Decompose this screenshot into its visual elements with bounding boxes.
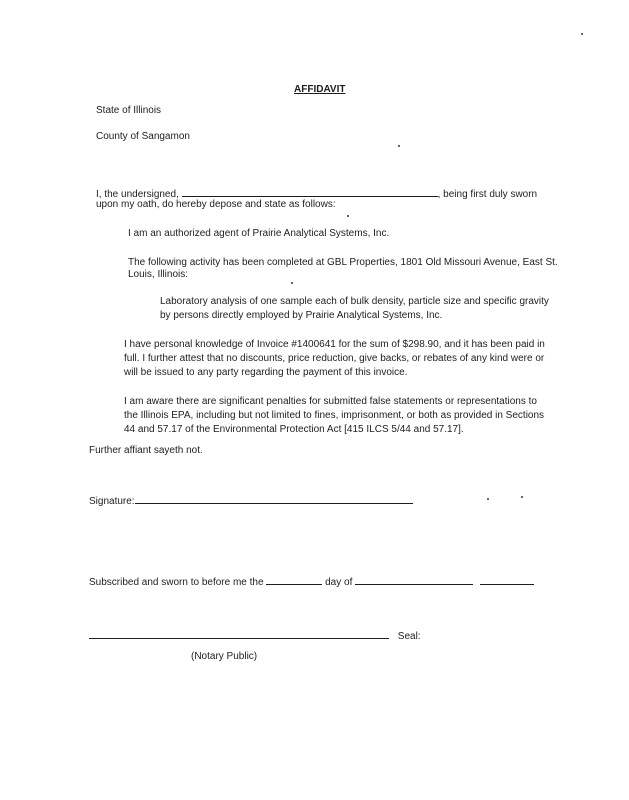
notary-public-label: (Notary Public) <box>191 651 258 662</box>
document-title: AFFIDAVIT <box>294 84 346 95</box>
analysis-line-2: by persons directly employed by Prairie Analytical Systems, Inc. <box>160 310 443 321</box>
penalty-line-3: 44 and 57.17 of the Environmental Protection Act [415 ILCS 5/44 and 57.17]. <box>124 424 464 435</box>
subscribed-row <box>89 575 534 589</box>
invoice-line-2: full. I further attest that no discounts, price reduction, give backs, or rebates of any kind were or <box>124 353 545 364</box>
scan-speck <box>487 498 489 500</box>
seal-label: Seal: <box>397 631 421 642</box>
day-field[interactable] <box>266 575 322 585</box>
activity-line-2: Louis, Illinois: <box>128 269 189 280</box>
notary-signature-field[interactable] <box>89 629 389 639</box>
signature-label: Signature: <box>89 496 135 507</box>
scan-speck <box>581 33 583 35</box>
penalty-line-2: the Illinois EPA, including but not limited to fines, imprisonment, or both as provided in Sections <box>124 410 545 421</box>
scan-speck <box>291 282 293 284</box>
scan-speck <box>398 145 400 147</box>
day-of-label: day of <box>325 577 353 588</box>
penalty-line-1: I am aware there are significant penalties for submitted false statements or representations to <box>124 396 537 407</box>
intro-prefix: I, the undersigned, <box>96 189 179 200</box>
month-field[interactable] <box>355 575 473 585</box>
activity-line-1: The following activity has been completed at GBL Properties, 1801 Old Missouri Avenue, East St. <box>128 257 558 268</box>
signature-row <box>89 494 413 508</box>
intro-suffix: , being first duly sworn <box>437 189 538 200</box>
county-line: County of Sangamon <box>96 131 190 142</box>
scan-speck <box>347 215 349 217</box>
agent-statement: I am an authorized agent of Prairie Analytical Systems, Inc. <box>128 228 390 239</box>
invoice-line-1: I have personal knowledge of Invoice #1400641 for the sum of $298.90, and it has been paid in <box>124 339 545 350</box>
signature-field[interactable] <box>135 494 413 504</box>
seal-row <box>89 629 421 643</box>
invoice-line-3: will be issued to any party regarding the payment of this invoice. <box>124 367 408 378</box>
year-field[interactable] <box>480 575 534 585</box>
subscribed-prefix: Subscribed and sworn to before me the <box>89 577 264 588</box>
analysis-line-1: Laboratory analysis of one sample each of bulk density, particle size and specific gravity <box>160 296 549 307</box>
further-affiant-line: Further affiant sayeth not. <box>89 445 203 456</box>
scan-speck <box>521 496 523 498</box>
intro-line-2: upon my oath, do hereby depose and state as follows: <box>96 199 336 210</box>
name-blank-field[interactable] <box>182 187 438 197</box>
state-line: State of Illinois <box>96 105 162 116</box>
